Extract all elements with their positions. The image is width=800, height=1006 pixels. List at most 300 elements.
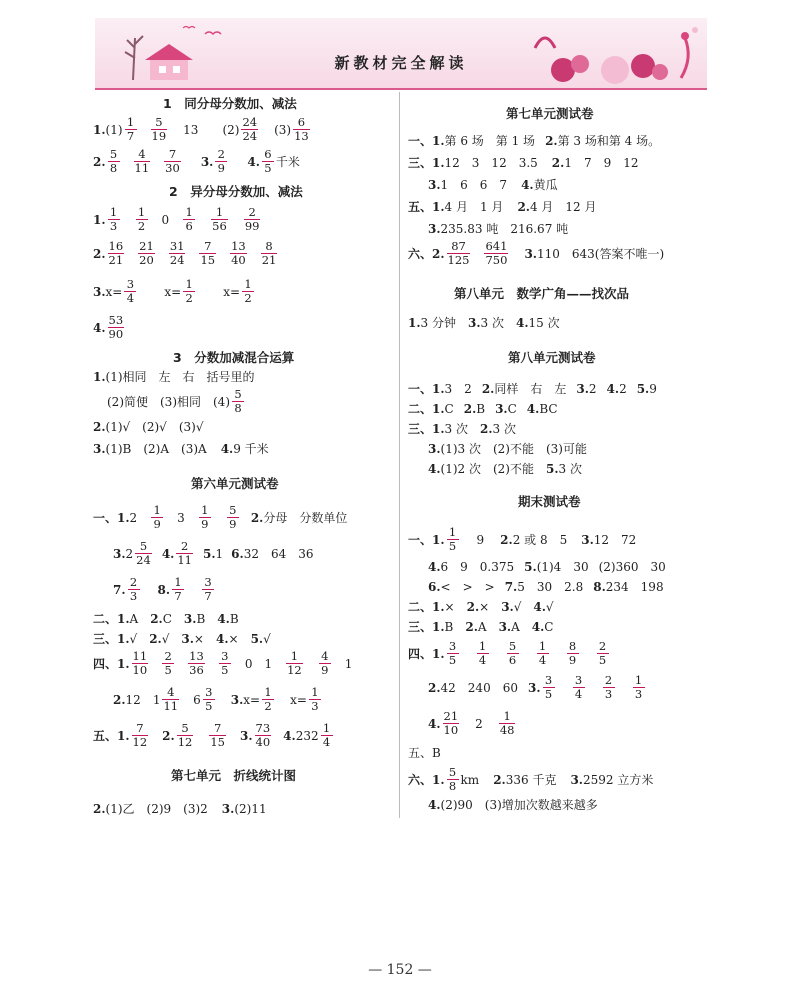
q-label: 2. <box>465 619 478 634</box>
q-label: 1. <box>93 212 106 227</box>
answer-text: 12 3 12 3.5 <box>444 156 538 170</box>
answer-text: 3 次 <box>480 316 504 330</box>
q-label: 四、1. <box>408 647 445 661</box>
answer-line <box>408 314 560 331</box>
q-label: 4. <box>283 728 296 743</box>
q-label: 3. <box>428 441 441 456</box>
fraction: 1 7 <box>125 116 137 143</box>
q-label: 2. <box>150 611 163 626</box>
fraction: 2 99 <box>244 205 260 233</box>
answer-text: A <box>511 619 520 634</box>
fraction: 2 11 <box>177 539 192 567</box>
answer-line <box>93 440 269 457</box>
fraction: 3 5 <box>543 674 555 701</box>
answer-text: 6 <box>193 692 201 707</box>
answer-text: km <box>460 772 480 787</box>
q-label: 6. <box>428 579 441 594</box>
fraction: 1 4 <box>477 640 489 667</box>
answer-text: 13 <box>183 122 199 137</box>
q-label: 4. <box>521 177 534 192</box>
answer-text: x= <box>290 692 307 707</box>
q-label: 六、2. <box>408 247 445 261</box>
answer-text: √ <box>161 631 170 646</box>
answer-line <box>408 198 597 215</box>
answer-text: 1 6 6 7 <box>440 178 508 192</box>
q-label: 4. <box>515 315 529 330</box>
q-label: 3. <box>230 692 244 707</box>
answer-text: (2)90 (3)增加次数越来越多 <box>440 798 598 812</box>
answer-text: C <box>507 401 517 416</box>
q-label: 4. <box>606 381 620 396</box>
fraction: 16 21 <box>108 239 124 267</box>
answer-text: 4 月 12 月 <box>529 200 597 214</box>
answer-text: 235.83 吨 216.67 吨 <box>440 222 569 236</box>
fraction: $\frac{1}{2}$ <box>183 278 195 305</box>
answer-text: C <box>162 611 172 626</box>
q-label: 2. <box>466 599 480 614</box>
answer-text: (1)乙 (2)9 (3)2 <box>105 802 208 816</box>
answer-line <box>408 420 516 437</box>
answer-text: × <box>479 599 490 614</box>
answer-text: 42 240 60 <box>440 681 518 695</box>
fraction: 1 48 <box>499 709 515 737</box>
answer-line <box>93 630 271 647</box>
q-label: 7. <box>113 582 126 597</box>
fraction: 8 9 <box>567 640 579 667</box>
q-label: 4. <box>428 461 441 476</box>
header-banner <box>95 18 707 88</box>
answer-line <box>408 154 639 171</box>
answer-line <box>93 504 347 531</box>
answer-line <box>93 240 279 267</box>
fraction: 3 5 <box>447 640 459 667</box>
answer-text: 9 <box>649 381 657 396</box>
q-label: 4. <box>215 631 229 646</box>
q-label: 5. <box>202 546 216 561</box>
header-title: 新教材完全解读 <box>334 54 468 72</box>
answer-line <box>93 116 312 143</box>
answer-line <box>93 314 126 341</box>
q-label: 5. <box>250 631 264 646</box>
fraction: 2 5 <box>162 650 174 677</box>
q-label: 4. <box>428 716 441 731</box>
fraction: 4 11 <box>163 685 179 713</box>
fraction: 2 3 <box>603 674 615 701</box>
q-label: 一、1. <box>408 134 445 148</box>
answer-text: B <box>476 401 486 416</box>
answer-line <box>428 220 568 237</box>
answer-text: 234 198 <box>605 580 664 594</box>
answer-line <box>408 526 636 553</box>
answer-text: × <box>193 631 204 646</box>
q-label: 六、1. <box>408 773 445 787</box>
answer-line <box>408 766 653 793</box>
q-label: 2. <box>428 680 441 695</box>
answer-line <box>93 148 300 175</box>
fraction: 7 15 <box>210 721 225 749</box>
answer-text: 分母 分数单位 <box>263 511 348 525</box>
answer-line <box>408 618 553 635</box>
q-label: 4. <box>428 797 441 812</box>
q-label: 7. <box>504 579 518 594</box>
fraction: 7 30 <box>165 147 180 175</box>
answer-text: × <box>228 631 239 646</box>
fraction: 1 4 <box>537 640 549 667</box>
fraction: $\frac{1}{2}$ <box>262 686 274 713</box>
answer-text: (1) <box>105 122 123 137</box>
answer-text: (1)2 次 (2)不能 <box>440 462 534 476</box>
answer-text: (1)4 30 <box>536 560 589 574</box>
answer-text: (1)B (2)A (3)A <box>105 442 207 456</box>
fraction: 13 40 <box>231 239 246 267</box>
answer-text: 12 72 <box>593 533 637 547</box>
q-label: 6. <box>231 546 244 561</box>
fraction: 3 5 <box>219 650 231 677</box>
answer-text: 32 64 36 <box>243 547 314 561</box>
q-label: 2. <box>93 419 106 434</box>
answer-line <box>428 578 664 595</box>
q-label: 3. <box>524 246 537 261</box>
answer-text: (2)11 <box>234 801 267 816</box>
answer-text: 12 <box>125 692 141 707</box>
answer-line <box>408 132 660 149</box>
answer-line <box>113 686 323 713</box>
answer-line <box>428 460 582 477</box>
answer-text: C <box>444 401 454 416</box>
q-label: 4. <box>220 441 234 456</box>
answer-text: 1 <box>152 692 161 707</box>
answer-text: 3 次 <box>558 462 582 476</box>
q-label: 2. <box>545 133 558 148</box>
answer-text: 同样 右 左 <box>494 382 567 396</box>
fraction: 31 24 <box>169 239 185 267</box>
fraction: 3 7 <box>202 576 214 603</box>
answer-line <box>408 640 611 667</box>
fraction: 3 5 <box>203 686 215 713</box>
fraction: 5 8 <box>447 766 459 793</box>
answer-text: 千米 <box>275 155 300 169</box>
q-label: 2. <box>250 510 264 525</box>
answer-text: B <box>444 619 454 634</box>
answer-line <box>408 240 664 267</box>
q-label: 3. <box>498 619 512 634</box>
fraction: 2 9 <box>215 148 227 175</box>
answer-line <box>107 388 246 415</box>
fraction: 1 12 <box>287 649 302 677</box>
answer-line <box>408 400 558 417</box>
q-label: 1. <box>408 315 421 330</box>
fraction: 1 5 <box>447 526 459 553</box>
answer-text: 9 千米 <box>233 442 269 456</box>
answer-text: (2) <box>222 122 240 137</box>
answer-text: 15 次 <box>528 316 560 330</box>
q-label: 一、1. <box>408 533 445 547</box>
answer-text: (3) <box>274 122 292 137</box>
page-number: — 152 — <box>368 962 432 978</box>
q-label: 3. <box>570 772 583 787</box>
fraction: 641 750 <box>485 239 508 267</box>
fraction: 8 21 <box>261 239 277 267</box>
answer-text: x= <box>243 692 261 707</box>
fraction: 21 10 <box>443 709 459 737</box>
q-label: 3. <box>239 728 253 743</box>
q-label: 2. <box>479 421 493 436</box>
fraction: 1 3 <box>633 674 645 701</box>
answer-line <box>93 278 256 305</box>
answer-text: 3 分钟 <box>420 316 456 330</box>
q-label: 1. <box>93 122 106 137</box>
answer-text: 1 7 9 12 <box>564 156 639 170</box>
answer-text: 1 <box>215 546 224 561</box>
fraction: 13 36 <box>189 649 204 677</box>
fraction: 1 4 <box>321 722 333 749</box>
answer-text: A <box>477 619 487 634</box>
answer-text: 1 <box>264 656 273 671</box>
q-label: 五、1. <box>93 729 130 743</box>
q-label: 3. <box>581 532 594 547</box>
answer-text: (2)简便 (3)相同 (4) <box>107 395 230 409</box>
fraction: 5 24 <box>136 539 151 567</box>
answer-text: 0 <box>161 212 170 227</box>
answer-text: (2)360 30 <box>598 560 666 574</box>
fraction: 1 3 <box>108 206 120 233</box>
fraction: 21 20 <box>139 239 154 267</box>
q-label: 四、1. <box>93 657 130 671</box>
fraction: 5 9 <box>227 504 239 531</box>
q-label: 3. <box>113 546 126 561</box>
answer-text: 3 次 <box>444 422 468 436</box>
section-title: 第七单元测试卷 <box>506 106 594 121</box>
answer-text: 2 <box>475 716 483 731</box>
section-title: 3 分数加减混合运算 <box>173 350 295 365</box>
q-label: 五、1. <box>408 200 445 214</box>
fraction: 1 9 <box>199 504 211 531</box>
q-label: 二、1. <box>408 600 445 614</box>
answer-line <box>93 722 335 749</box>
q-label: 2. <box>481 381 495 396</box>
answer-line <box>93 368 255 385</box>
section-title: 第八单元测试卷 <box>508 350 596 365</box>
answer-line <box>93 418 203 435</box>
fraction: 6 5 <box>262 148 274 175</box>
answer-text: √ <box>129 631 138 646</box>
q-label: 一、1. <box>408 382 445 396</box>
fraction: 53 90 <box>108 313 124 341</box>
answer-text: (1)√ (2)√ (3)√ <box>105 420 204 434</box>
column-divider <box>399 92 400 818</box>
fraction: 1 7 <box>172 576 184 603</box>
section-title: 第七单元 折线统计图 <box>171 768 297 783</box>
fraction: 4 11 <box>134 147 150 175</box>
fraction: 3 4 <box>573 674 585 701</box>
answer-line <box>428 674 647 701</box>
section-title: 第六单元测试卷 <box>191 476 279 491</box>
fraction: 5 12 <box>177 721 193 749</box>
answer-text: √ <box>263 631 271 646</box>
q-label: 三、1. <box>408 156 445 170</box>
answer-line <box>428 176 558 193</box>
q-label: 2. <box>493 772 506 787</box>
answer-line <box>93 610 239 627</box>
fraction: 87 125 <box>447 239 470 267</box>
answer-text: 第 6 场 第 1 场 <box>444 134 536 148</box>
answer-line <box>93 650 352 677</box>
fraction: 1 6 <box>183 206 195 233</box>
q-label: 三、1. <box>408 620 445 634</box>
q-label: 3. <box>527 680 541 695</box>
q-label: 8. <box>593 579 606 594</box>
q-label: 2. <box>113 692 126 707</box>
q-label: 2. <box>463 401 477 416</box>
answer-text: x= <box>105 284 123 299</box>
answer-text: (1)相同 左 右 括号里的 <box>105 370 255 384</box>
q-label: 3. <box>428 221 441 236</box>
fraction: $\frac{1}{3}$ <box>309 686 321 713</box>
fraction: 11 10 <box>132 649 148 677</box>
section-title: 2 异分母分数加、减法 <box>169 184 303 199</box>
q-label: 5. <box>524 559 537 574</box>
fraction: 4 9 <box>319 650 331 677</box>
q-label: 4. <box>161 546 175 561</box>
answer-text: 黄瓜 <box>533 178 558 192</box>
answer-line <box>428 710 517 737</box>
answer-text: C <box>544 619 554 634</box>
q-label: 2. <box>149 631 162 646</box>
answer-text: 336 千克 <box>505 773 557 787</box>
answer-text: 232 <box>295 728 319 743</box>
q-label: 二、1. <box>93 612 130 626</box>
q-label: 2. <box>551 155 565 170</box>
q-label: 3. <box>183 611 197 626</box>
answer-line <box>408 744 441 761</box>
answer-text: 3 次 <box>492 422 516 436</box>
q-label: 8. <box>157 582 171 597</box>
fraction: 1 9 <box>151 504 163 531</box>
answer-text: B <box>196 611 206 626</box>
q-label: 1. <box>93 369 106 384</box>
q-label: 3. <box>467 315 481 330</box>
q-label: 4. <box>533 599 546 614</box>
fraction: 5 8 <box>108 148 120 175</box>
answer-text: 1 <box>344 656 353 671</box>
q-label: 3. <box>200 154 214 169</box>
answer-line <box>113 576 216 603</box>
answer-text: 第 3 场和第 4 场。 <box>557 134 661 148</box>
q-label: 三、1. <box>408 422 445 436</box>
fraction: 7 15 <box>200 239 216 267</box>
q-label: 3. <box>93 284 106 299</box>
fraction: 6 13 <box>294 115 309 143</box>
answer-text: 6 9 0.375 <box>440 560 515 574</box>
answer-line <box>428 796 598 813</box>
q-label: 2. <box>162 728 175 743</box>
answer-line <box>113 540 314 567</box>
answer-text: < > > <box>440 580 495 594</box>
answer-text: 5 30 2.8 <box>517 580 584 594</box>
answer-text: 4 月 1 月 <box>444 200 504 214</box>
answer-text: 0 <box>244 656 253 671</box>
q-label: 4. <box>217 611 230 626</box>
answer-text: 3 <box>177 510 185 525</box>
fraction: 7 12 <box>132 721 148 749</box>
answer-text: A <box>129 611 139 626</box>
q-label: 4. <box>428 559 441 574</box>
q-label: 二、1. <box>408 402 445 416</box>
q-label: 2. <box>517 199 530 214</box>
section-title: 1 同分母分数加、减法 <box>163 96 297 111</box>
fraction: 2 5 <box>597 640 609 667</box>
answer-text: 9 <box>476 532 485 547</box>
answer-text: 2 <box>125 546 134 561</box>
answer-text: × <box>444 599 455 614</box>
answer-line <box>93 800 267 817</box>
answer-line <box>93 206 262 233</box>
answer-line <box>408 598 554 615</box>
section-title: 期末测试卷 <box>518 494 581 509</box>
answer-text: 2 或 8 5 <box>512 533 568 547</box>
q-label: 3. <box>181 631 194 646</box>
answer-text: B <box>229 611 239 626</box>
answer-text: x= <box>223 284 241 299</box>
answer-text: √ <box>513 599 522 614</box>
answer-text: 2 <box>588 381 597 396</box>
q-label: 5. <box>636 381 650 396</box>
answer-text: 3 2 <box>444 382 472 396</box>
answer-text: x= <box>164 284 182 299</box>
answer-text: 2 <box>619 381 627 396</box>
answer-text: 五、B <box>408 746 441 760</box>
q-label: 4. <box>526 401 540 416</box>
q-label: 3. <box>501 599 514 614</box>
fraction: 2 3 <box>128 576 140 603</box>
section-title: 第八单元 数学广角——找次品 <box>454 286 630 301</box>
answer-text: BC <box>539 401 558 416</box>
q-label: 5. <box>545 461 559 476</box>
q-label: 2. <box>500 532 513 547</box>
fraction: 5 6 <box>507 640 519 667</box>
q-label: 3. <box>93 441 106 456</box>
fraction: 1 2 <box>136 206 148 233</box>
fraction: 73 40 <box>255 721 271 749</box>
q-label: 4. <box>93 320 106 335</box>
q-label: 2. <box>93 801 106 816</box>
q-label: 4. <box>531 619 545 634</box>
fraction: 24 24 <box>242 115 258 143</box>
header-underline <box>95 88 707 90</box>
fraction: $\frac{1}{2}$ <box>242 278 254 305</box>
answer-line <box>408 380 657 397</box>
q-label: 4. <box>247 154 260 169</box>
answer-text: (1)3 次 (2)不能 (3)可能 <box>440 442 587 456</box>
answer-text: 2 <box>129 510 138 525</box>
answer-text: 110 643(答案不唯一) <box>536 247 665 261</box>
fraction: 5 19 <box>151 115 167 143</box>
q-label: 3. <box>495 401 508 416</box>
answer-text: 2592 立方米 <box>582 773 654 787</box>
fraction: 1 56 <box>212 205 227 233</box>
answer-text: √ <box>545 599 554 614</box>
q-label: 一、1. <box>93 511 130 525</box>
q-label: 2. <box>93 246 106 261</box>
q-label: 2. <box>93 154 106 169</box>
fraction: $\frac{3}{4}$ <box>124 278 136 305</box>
q-label: 3. <box>428 177 441 192</box>
q-label: 三、1. <box>93 632 130 646</box>
answer-line <box>428 440 587 457</box>
answer-line <box>428 558 666 575</box>
q-label: 3. <box>576 381 589 396</box>
q-label: 3. <box>221 801 235 816</box>
